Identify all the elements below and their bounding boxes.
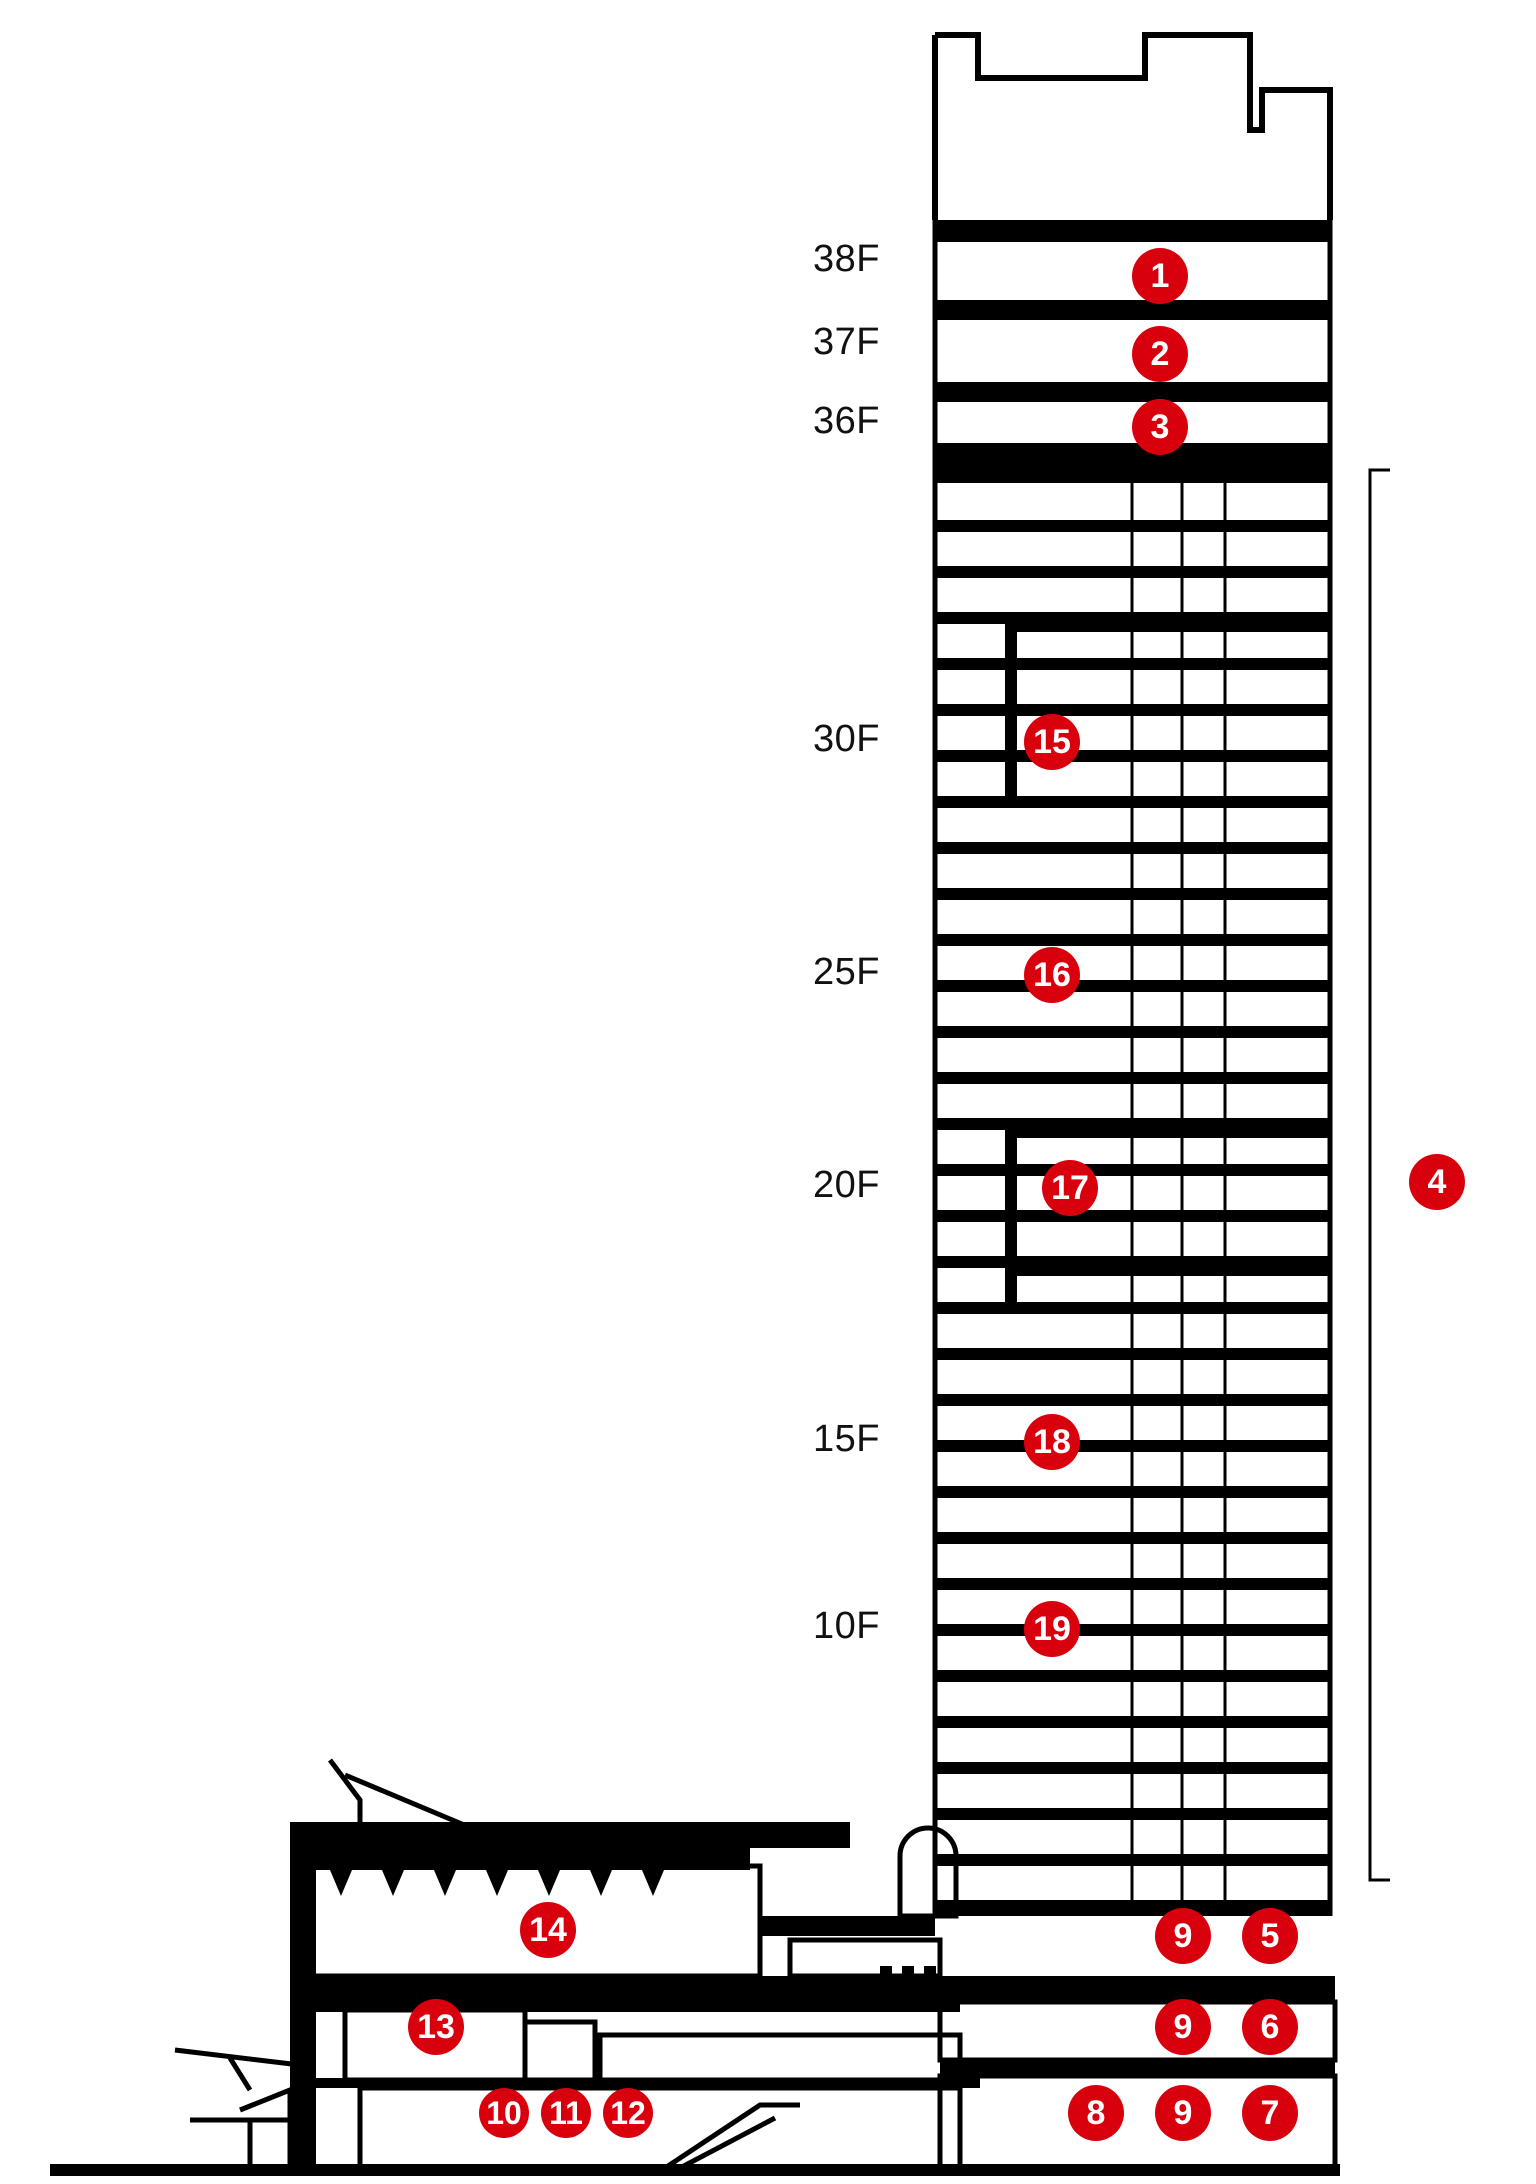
callout-marker-11[interactable]: 11: [541, 2088, 591, 2138]
floor-label-30f: 30F: [813, 718, 880, 760]
callout-marker-9a[interactable]: 9: [1155, 1908, 1211, 1964]
callout-marker-9c[interactable]: 9: [1155, 2085, 1211, 2141]
floor-label-37f: 37F: [813, 321, 880, 363]
callout-marker-4[interactable]: 4: [1409, 1154, 1465, 1210]
callout-marker-14[interactable]: 14: [520, 1902, 576, 1958]
callout-marker-2[interactable]: 2: [1132, 326, 1188, 382]
escalator: [665, 2105, 800, 2168]
callout-marker-16[interactable]: 16: [1024, 947, 1080, 1003]
callout-marker-17[interactable]: 17: [1042, 1160, 1098, 1216]
callout-marker-13[interactable]: 13: [408, 1999, 464, 2055]
ground-line: [50, 2164, 1340, 2176]
roof-crown-outline: [935, 35, 1330, 220]
range-bracket-4: [1370, 470, 1390, 1880]
floor-label-25f: 25F: [813, 951, 880, 993]
callout-marker-1[interactable]: 1: [1132, 248, 1188, 304]
callout-marker-15[interactable]: 15: [1024, 714, 1080, 770]
callout-marker-3[interactable]: 3: [1132, 399, 1188, 455]
callout-marker-12[interactable]: 12: [603, 2088, 653, 2138]
floor-label-20f: 20F: [813, 1164, 880, 1206]
callout-marker-8[interactable]: 8: [1068, 2085, 1124, 2141]
floor-label-10f: 10F: [813, 1605, 880, 1647]
callout-marker-6[interactable]: 6: [1242, 1999, 1298, 2055]
floor-label-36f: 36F: [813, 400, 880, 442]
callout-marker-18[interactable]: 18: [1024, 1414, 1080, 1470]
callout-marker-10[interactable]: 10: [479, 2088, 529, 2138]
callout-marker-9b[interactable]: 9: [1155, 1999, 1211, 2055]
floor-label-15f: 15F: [813, 1418, 880, 1460]
floor-label-38f: 38F: [813, 238, 880, 280]
callout-marker-7[interactable]: 7: [1242, 2085, 1298, 2141]
callout-marker-19[interactable]: 19: [1024, 1601, 1080, 1657]
tower-core-lines: [1132, 470, 1225, 1900]
callout-marker-5[interactable]: 5: [1242, 1908, 1298, 1964]
